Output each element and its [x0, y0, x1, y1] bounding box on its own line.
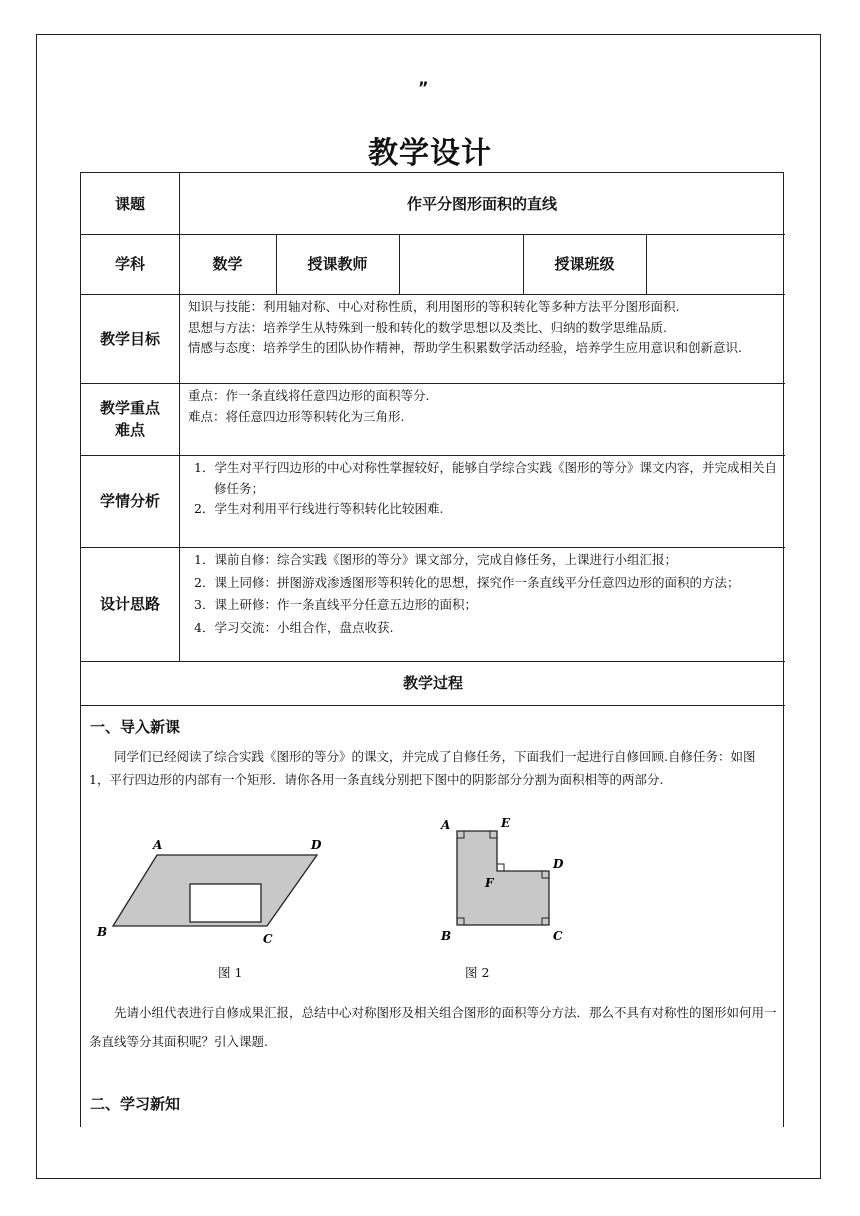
- keypoints-label: [81, 383, 179, 455]
- analysis-item: 2．学生对利用平行线进行等积转化比较困难.: [194, 501, 444, 516]
- point-label: E: [501, 816, 511, 830]
- analysis-item: 1．学生对平行四边形的中心对称性掌握较好，能够自学综合实践《图形的等分》课文内容，并完成相关自修任务；: [194, 460, 777, 496]
- figure2-caption: 图 2: [465, 965, 490, 980]
- teacher-label: 授课教师: [307, 255, 368, 273]
- quote-mark: ”: [418, 78, 429, 97]
- analysis-label: 学情分析: [99, 492, 160, 510]
- keypoint-item: 重点：作一条直线将任意四边形的面积等分.: [188, 388, 430, 403]
- class-label: 授课班级: [554, 255, 615, 273]
- keypoints-text: [188, 386, 780, 427]
- figure1-caption: 图 1: [218, 965, 243, 980]
- row-divider: [81, 383, 785, 384]
- class-value: [646, 234, 785, 294]
- design-item: 4．学习交流：小组合作，盘点收获.: [194, 619, 394, 635]
- right-angle-mark: [497, 864, 504, 871]
- point-label: D: [553, 857, 564, 871]
- point-label: A: [153, 838, 163, 852]
- subject-value: 数学: [212, 255, 243, 273]
- intro-paragraph: 同学们已经阅读了综合实践《图形的等分》的课文，并完成了自修任务，下面我们一起进行自修回顾.自修任务：如图 1，平行四边形的内部有一个矩形．请你各用一条直线分别把下图中的阴影部分分割为面积相等的两部分.: [89, 749, 756, 787]
- topic-label: 课题: [114, 194, 145, 213]
- design-item: 3．课上研修：作一条直线平分任意五边形的面积；: [194, 597, 477, 612]
- point-label: A: [441, 818, 451, 832]
- analysis-text: [188, 458, 780, 520]
- objectives-text: [188, 297, 780, 359]
- design-item: 1．课前自修：综合实践《图形的等分》课文部分，完成自修任务，上课进行小组汇报；: [194, 552, 677, 567]
- inner-rectangle: [190, 884, 261, 922]
- row-divider: [81, 294, 785, 295]
- keypoints-label-line: 教学重点: [99, 399, 160, 417]
- design-label: 设计思路: [99, 595, 160, 613]
- objective-item: 思想与方法：培养学生从特殊到一般和转化的数学思想以及类比、归纳的数学思维品质.: [188, 319, 667, 335]
- topic-value: 作平分图形面积的直线: [406, 194, 557, 213]
- point-label: F: [485, 876, 494, 890]
- row-divider: [81, 705, 785, 706]
- figure2-l-shape: [429, 809, 579, 949]
- section1-title: 一、导入新课: [90, 718, 181, 736]
- keypoint-item: 难点：将任意四边形等积转化为三角形.: [188, 408, 405, 424]
- objective-item: 情感与态度：培养学生的团队协作精神，帮助学生积累数学活动经验，培养学生应用意识和创新意识.: [188, 340, 742, 355]
- objectives-label: 教学目标: [99, 329, 160, 348]
- process-label: 教学过程: [402, 674, 463, 692]
- teacher-value: [399, 234, 523, 294]
- point-label: C: [263, 932, 273, 946]
- row-divider: [81, 455, 785, 456]
- figure1-parallelogram: [91, 833, 341, 953]
- keypoints-label-line: 难点: [114, 421, 145, 439]
- lesson-plan-table: [80, 172, 784, 1127]
- point-label: B: [441, 929, 452, 943]
- row-divider: [81, 547, 785, 548]
- document-title: 教学设计: [368, 136, 492, 171]
- section2-title: 二、学习新知: [90, 1095, 181, 1113]
- point-label: B: [97, 925, 108, 939]
- design-item: 2．课上同修：拼图游戏渗透图形等积转化的思想，探究作一条直线平分任意四边形的面积的方法；: [194, 574, 740, 590]
- point-label: D: [311, 838, 322, 852]
- l-shape: [457, 831, 549, 925]
- subject-label: 学科: [114, 255, 145, 273]
- objective-item: 知识与技能：利用轴对称、中心对称性质，利用图形的等积转化等多种方法平分图形面积.: [188, 299, 680, 314]
- design-text: [188, 549, 780, 639]
- summary-paragraph: 先请小组代表进行自修成果汇报，总结中心对称图形及相关组合图形的面积等分方法．那么不具有对称性的图形如何用一条直线等分其面积呢？引入课题.: [89, 1005, 777, 1049]
- point-label: C: [553, 929, 563, 943]
